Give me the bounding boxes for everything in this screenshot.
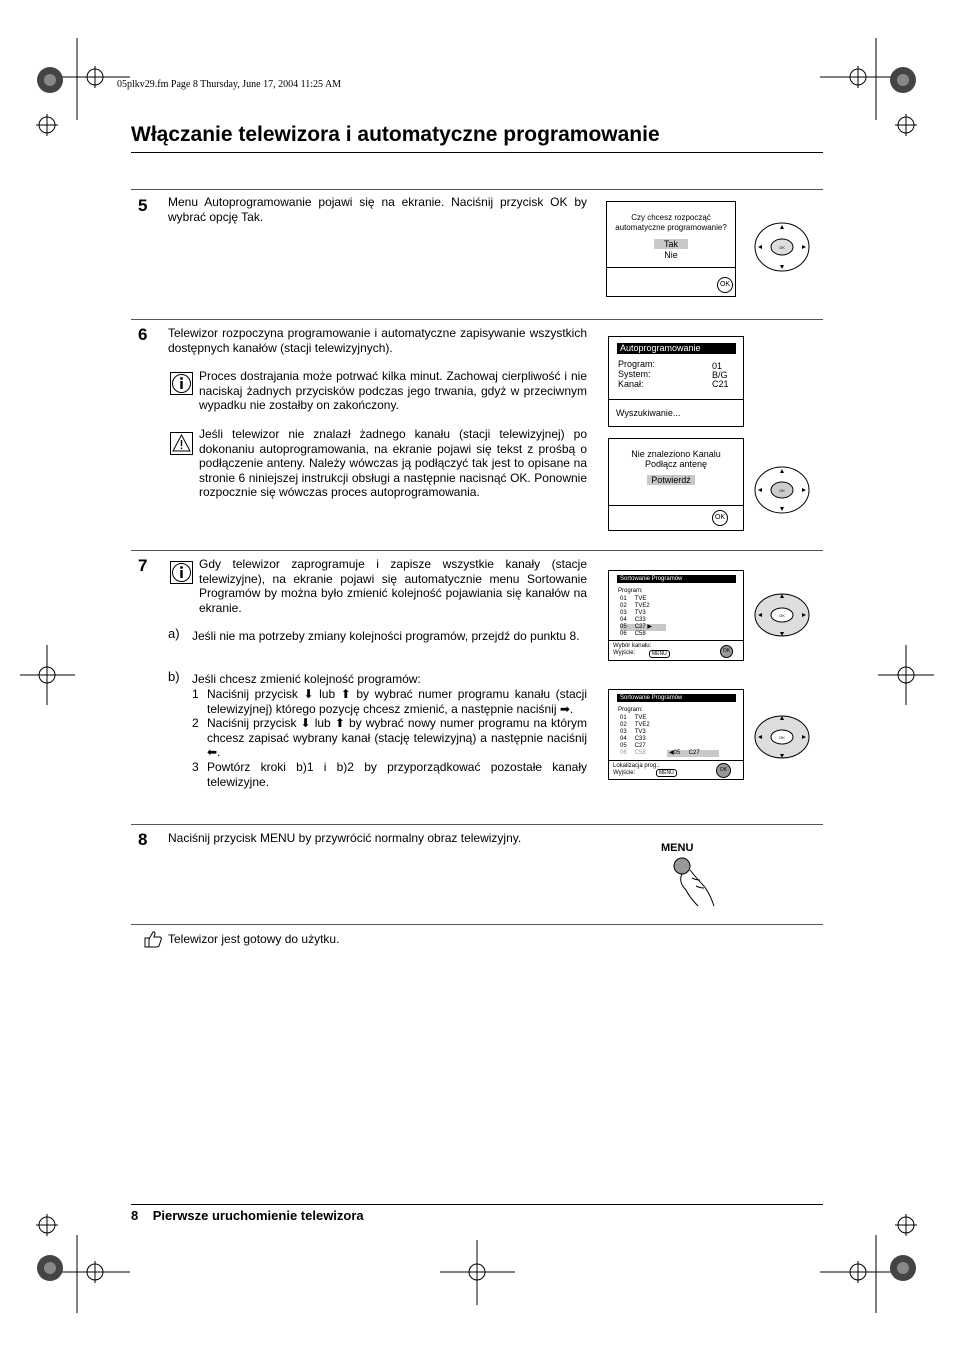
program-list xyxy=(620,715,650,757)
program-row: 02 TVE2 xyxy=(620,603,650,609)
info-icon xyxy=(170,372,193,395)
info-note: Gdy telewizor zaprogramuje i zapisze wszystkie kanały (stacje telewizyjne), na ekranie pojawi się automatycznie menu Sortowanie Programów by można było zmienić kolejność pojawiania się kanałów na ekranie. xyxy=(199,557,587,615)
step-number: 8 xyxy=(138,830,148,849)
moving-program: ◀05 C27 xyxy=(667,750,719,757)
menu-badge: MENU xyxy=(656,769,677,777)
info-note: Proces dostrajania może potrwać kilka minut. Zachowaj cierpliwość i nie naciskaj żadnych przycisków podczas jego trwania, gdyż w przeciwnym wypadku nie zostałby on zakończony. xyxy=(199,369,587,413)
screen-option-yes: Tak xyxy=(654,239,688,249)
title-rule xyxy=(131,152,823,153)
screen-confirm-option: Potwierdź xyxy=(647,475,695,485)
program-row: 01 TVE xyxy=(620,596,647,602)
ok-badge: OK xyxy=(716,763,731,778)
warning-note: Jeśli telewizor nie znalazł żadnego kanału (stacji telewizyjnej) po dokonaniu autoprogramowania, na ekranie pojawi się tekst z prośbą o podłączenie anteny. Należy wówczas ją podłączyć tak jest to opisane na stronie 6 niniejszej instrukcji obsługi a następnie nacisnąć OK. Ponownie rozpocznie się wówczas proces autoprogramowania. xyxy=(199,427,587,500)
ok-badge: OK xyxy=(712,510,728,526)
step-number: 7 xyxy=(138,556,148,575)
tv-screen-sort-programs: Sortowanie Programów Program: 01 TVE 02 TVE2 03 TV3 04 C33 05 C27 06 C58 ◀05 C27 Lokalizacja prog.: Wyjście: MENU OK xyxy=(608,689,744,780)
ok-badge: OK xyxy=(720,645,733,658)
screen-header: Sortowanie Programów xyxy=(617,694,736,702)
list-item: Powtórz kroki b)1 i b)2 by przyporządkować pozostałe kanały telewizyjne. xyxy=(207,759,587,789)
screen-header: Autoprogramowanie xyxy=(617,343,736,354)
page-footer xyxy=(131,1208,364,1223)
ok-badge: OK xyxy=(717,277,733,293)
thumbs-up-icon xyxy=(143,929,163,949)
substep-b-intro: Jeśli chcesz zmienić kolejność programów: xyxy=(192,672,421,686)
substep-a-text: Jeśli nie ma potrzeby zmiany kolejności programów, przejdź do punktu 8. xyxy=(192,629,580,643)
menu-button-label: MENU xyxy=(661,842,694,854)
step-divider xyxy=(131,924,823,925)
screen-message: Podłącz antenę xyxy=(644,459,708,469)
program-row: 02 TVE2 xyxy=(620,722,650,728)
program-row: 04 C33 xyxy=(620,736,646,742)
screen-header: Sortowanie Programów xyxy=(617,575,736,583)
print-info: 05plkv29.fm Page 8 Thursday, June 17, 2004 11:25 AM xyxy=(117,79,342,90)
program-list xyxy=(620,596,666,638)
hand-press-icon xyxy=(668,856,718,912)
program-row: 05 C27 xyxy=(620,743,646,749)
step-divider xyxy=(131,550,823,551)
tv-screen-no-channel xyxy=(608,438,744,531)
substep-label: a) xyxy=(168,626,180,641)
step-divider xyxy=(131,319,823,320)
screen-option-no: Nie xyxy=(664,250,678,260)
section-name: Pierwsze uruchomienie telewizora xyxy=(152,1208,364,1223)
tv-screen-autoprog-progress: Autoprogramowanie Program: System: Kanał: 01 B/G C21 Wyszukiwanie... xyxy=(608,336,744,427)
step-text: Naciśnij przycisk MENU by przywrócić normalny obraz telewizyjny. xyxy=(168,831,522,845)
program-row: 06 C58 xyxy=(620,631,646,637)
svg-text:OK: OK xyxy=(779,245,785,250)
program-row: 05 C27 ▶ xyxy=(620,624,666,631)
svg-text:OK: OK xyxy=(779,488,785,493)
tv-screen-sort-programs: Sortowanie Programów Program: 01 TVE 02 TVE2 03 TV3 04 C33 05 C27 ▶ 06 C58 Wybór kanału: Wyjście: MENU OK xyxy=(608,570,744,661)
svg-text:OK: OK xyxy=(779,613,785,618)
remote-dpad-icon xyxy=(753,592,811,638)
screen-message: Nie znaleziono Kanalu xyxy=(631,449,721,459)
done-text: Telewizor jest gotowy do użytku. xyxy=(168,932,340,946)
step-text: Menu Autoprogramowanie pojawi się na ekranie. Naciśnij przycisk OK by wybrać opcję Tak. xyxy=(168,195,587,224)
warning-icon xyxy=(170,432,193,455)
screen-question: Czy chcesz rozpocząć automatyczne programowanie? xyxy=(615,213,727,232)
program-row: 06 C58 xyxy=(620,750,646,756)
screen-status: Wyszukiwanie... xyxy=(616,408,681,418)
remote-dpad-icon xyxy=(753,465,811,515)
step-number: 5 xyxy=(138,196,148,215)
step-text: Telewizor rozpoczyna programowanie i automatyczne zapisywanie wszystkich dostępnych kanałów (stacji telewizyjnych). xyxy=(168,326,587,355)
footer-rule xyxy=(131,1204,823,1205)
page-title: Włączanie telewizora i automatyczne programowanie xyxy=(131,123,660,146)
program-row: 03 TV3 xyxy=(620,610,646,616)
page-number: 8 xyxy=(131,1208,139,1223)
program-row: 03 TV3 xyxy=(620,729,646,735)
step-number: 6 xyxy=(138,325,148,344)
menu-badge: MENU xyxy=(649,650,670,658)
svg-text:OK: OK xyxy=(779,735,785,740)
info-icon xyxy=(170,561,193,584)
tv-screen-autoprog-question xyxy=(606,201,736,297)
list-item: Naciśnij przycisk ⬇ lub ⬆ by wybrać nowy numer programu na którym chcesz zapisać wybrany kanał (stację telewizyjną) a następnie naciśnij ⬅. xyxy=(207,716,587,760)
step-divider xyxy=(131,824,823,825)
remote-dpad-icon xyxy=(753,714,811,760)
list-item: Naciśnij przycisk ⬇ lub ⬆ by wybrać numer programu kanału (stacji telewizyjnej) którego pozycję chcesz zmienić, a następnie naciśnij ➡. xyxy=(207,687,587,716)
program-row: 01 TVE xyxy=(620,715,647,721)
step-divider xyxy=(131,189,823,190)
substep-b-list: 1 Naciśnij przycisk ⬇ lub ⬆ by wybrać numer programu kanału (stacji telewizyjnej) którego pozycję chcesz zmienić, a następnie naciśnij ➡. 2 Naciśnij przycisk ⬇ lub ⬆ by wybrać nowy numer programu na którym chcesz zapisać wybrany kanał (stację telewizyjną) a następnie naciśnij ⬅. 3 Powtórz kroki b)1 i b)2 by przyporządkować pozostałe kanały telewizyjne. xyxy=(192,687,587,789)
remote-dpad-icon xyxy=(753,221,811,273)
substep-label: b) xyxy=(168,669,180,684)
program-row: 04 C33 xyxy=(620,617,646,623)
